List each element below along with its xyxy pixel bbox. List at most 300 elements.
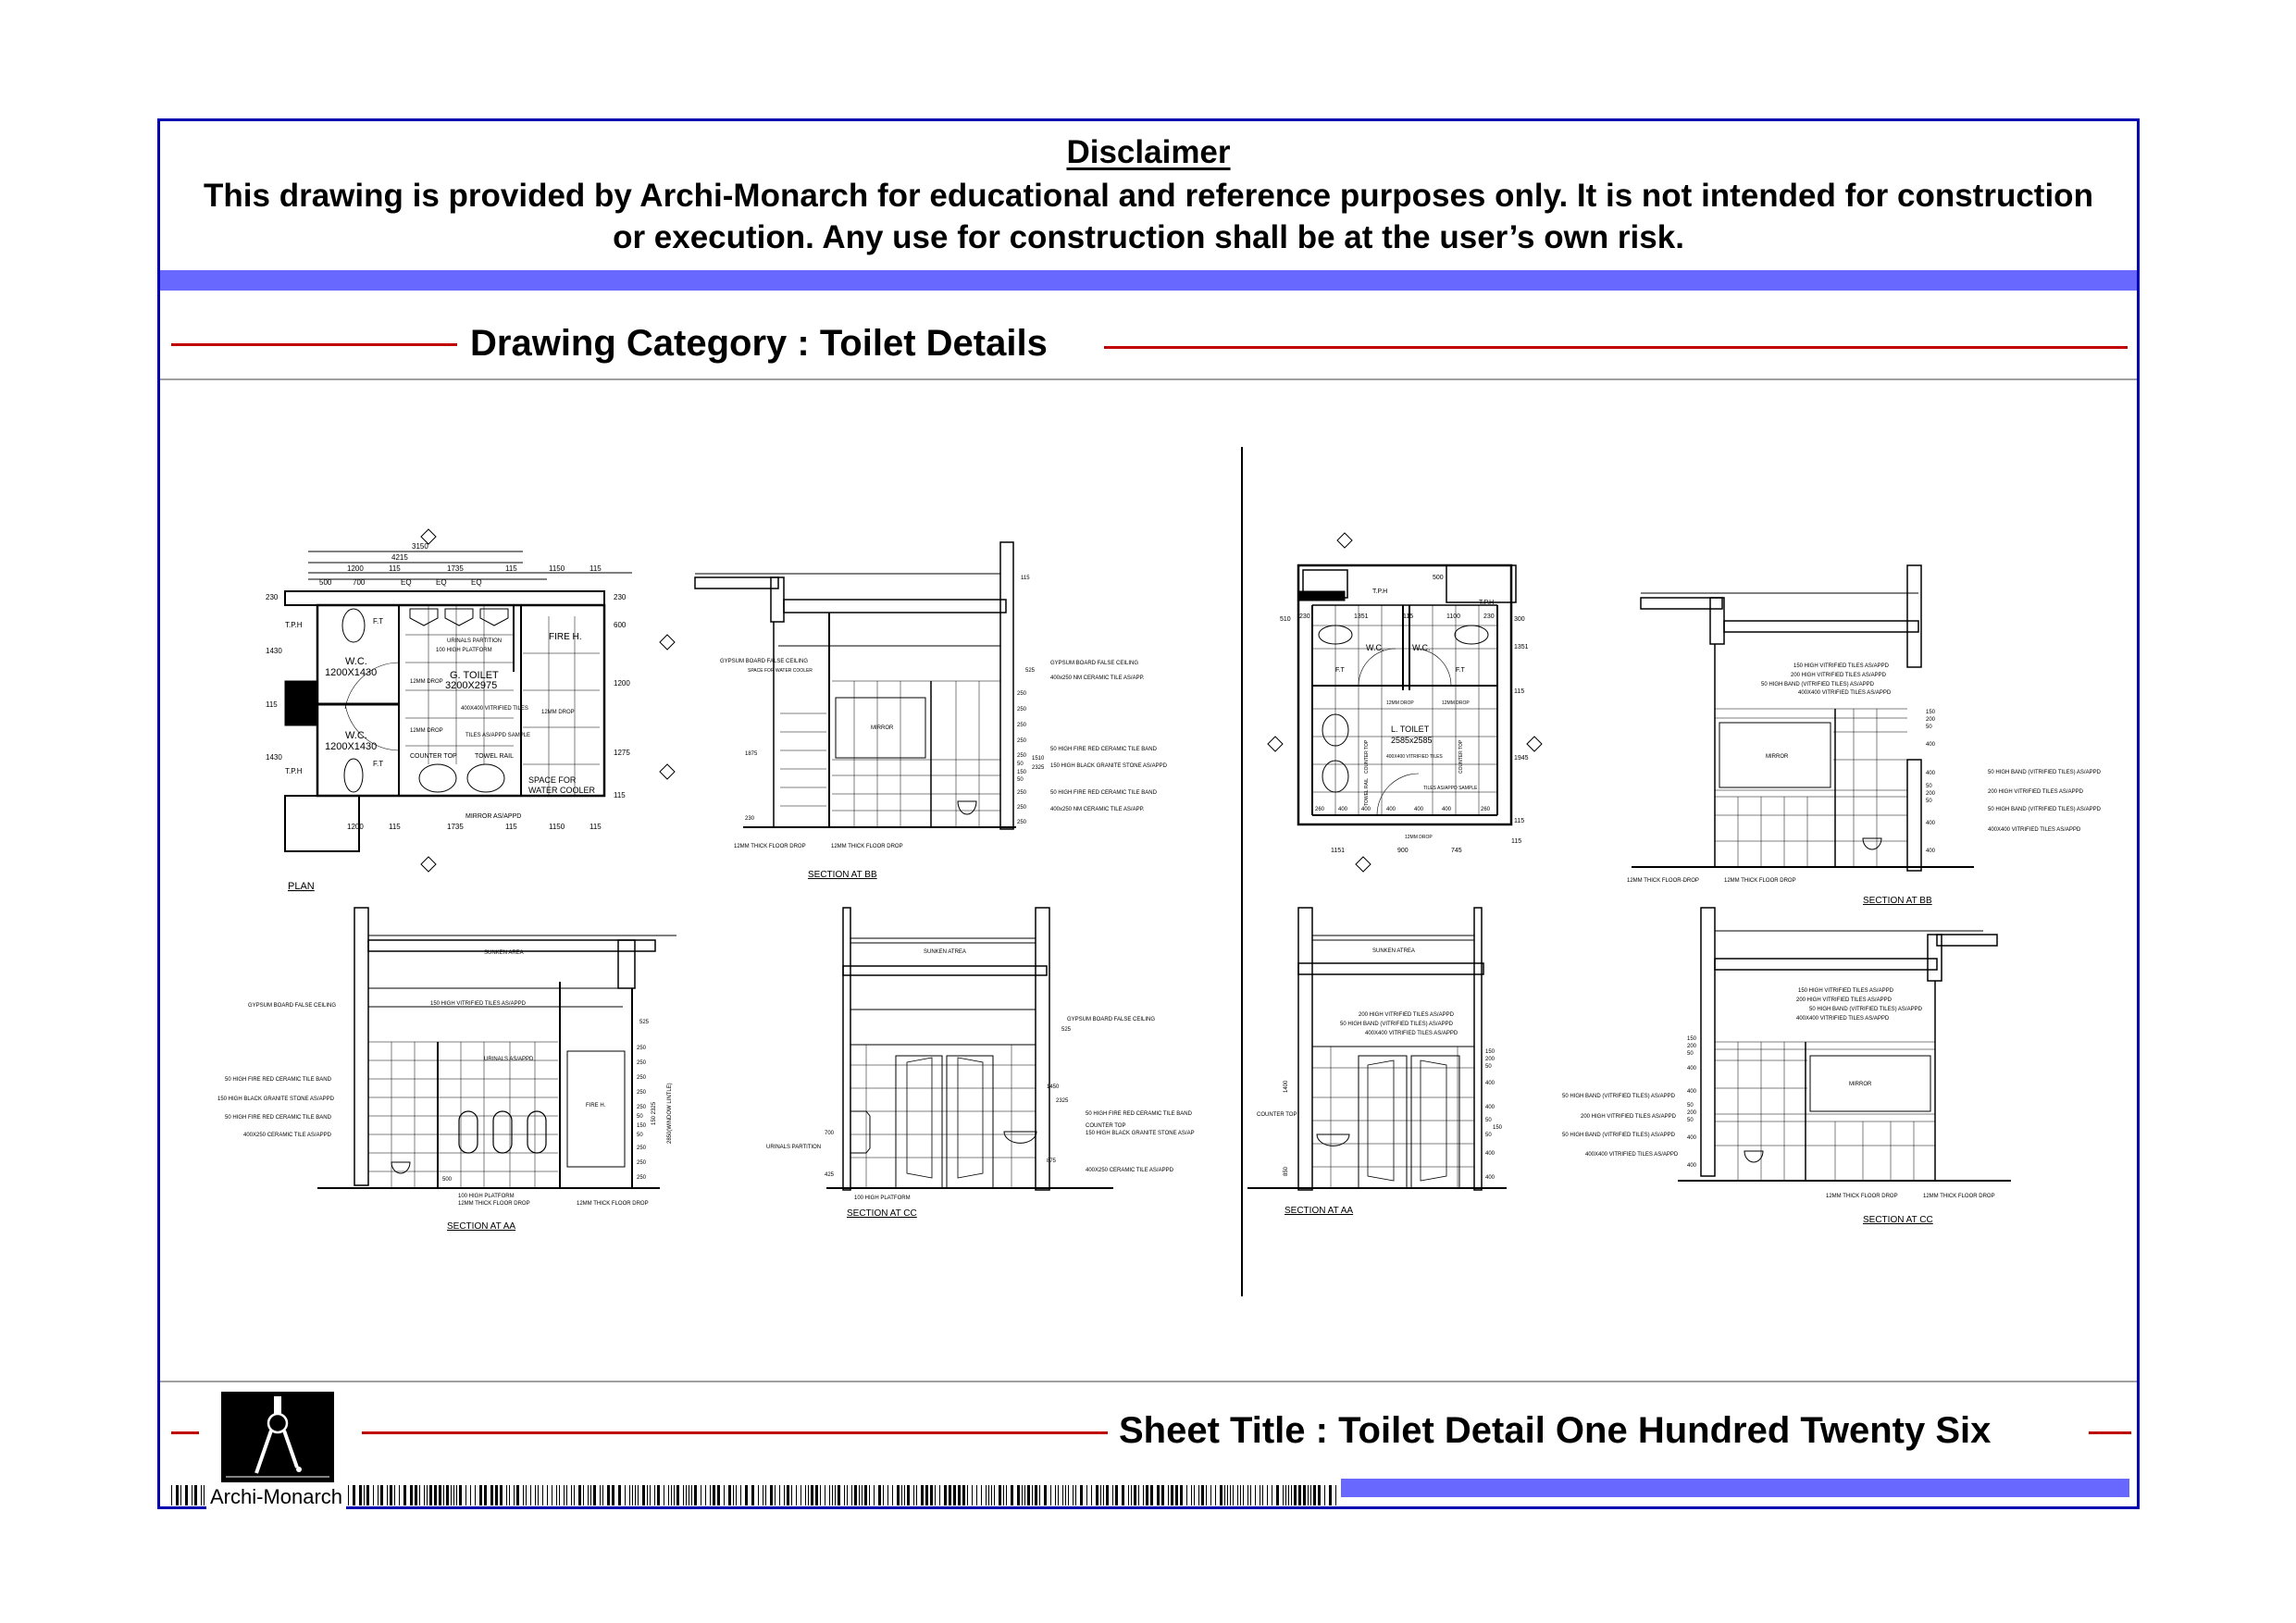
barcode-bar (904, 1485, 905, 1505)
dim-text: 230 (614, 593, 627, 601)
barcode-bar (556, 1485, 557, 1505)
barcode-bar (490, 1485, 493, 1505)
barcode-bar (851, 1485, 852, 1505)
section-label: 150 HIGH VITRIFIED TILES AS/APPD (430, 1001, 526, 1007)
barcode-bar (1243, 1485, 1244, 1505)
dim-text: 400 (1361, 807, 1371, 812)
footer-band (1341, 1479, 2129, 1497)
barcode-bar (1237, 1485, 1238, 1505)
section-label: 200 HIGH VITRIFIED TILES AS/APPD (1796, 997, 1892, 1003)
dim-text: 1200 (347, 823, 364, 831)
plan-label: F.T (1456, 667, 1465, 674)
barcode-bar (1276, 1485, 1279, 1505)
barcode-bar (1032, 1485, 1033, 1505)
barcode-bar (1198, 1485, 1199, 1505)
barcode-bar (854, 1485, 857, 1505)
dim-text: 150 (1926, 710, 1936, 715)
barcode-bar (484, 1485, 487, 1505)
barcode-bar (713, 1485, 715, 1505)
plan-label: W.C. (345, 730, 367, 741)
plan-label: COUNTER TOP (1364, 739, 1370, 774)
barcode-bar (434, 1485, 437, 1505)
dim-text: 250 (1017, 738, 1027, 744)
barcode-bar (1329, 1485, 1332, 1505)
barcode-bar (733, 1485, 734, 1505)
barcode-bar (1294, 1485, 1297, 1505)
barcode-bar (578, 1485, 581, 1505)
barcode-bar (796, 1485, 797, 1505)
barcode-bar (758, 1485, 759, 1505)
barcode-bar (869, 1485, 870, 1505)
dim-text: 250 (1017, 723, 1027, 728)
barcode-bar (509, 1485, 510, 1505)
barcode-bar (427, 1485, 428, 1505)
barcode-bar (1201, 1485, 1204, 1505)
barcode-bar (1186, 1485, 1187, 1505)
dim-text: 1735 (447, 823, 464, 831)
section-label: GYPSUM BOARD FALSE CEILING (1050, 661, 1139, 666)
barcode-bar (1210, 1485, 1211, 1505)
barcode-bar (538, 1485, 539, 1505)
barcode-bar (1175, 1485, 1178, 1505)
drawing-caption: SECTION AT BB (808, 870, 877, 880)
section-cc-right-drawing (1548, 903, 2122, 1245)
dim-text: 850 (1284, 1166, 1289, 1176)
barcode-bar (751, 1485, 754, 1505)
plan-label: 2585x2585 (1391, 736, 1433, 745)
dim-text: 1100 (1446, 613, 1461, 620)
barcode-bar (1128, 1485, 1129, 1505)
barcode-bar (691, 1485, 692, 1505)
barcode-bar (1027, 1485, 1030, 1505)
plan-label: W.C. (345, 656, 367, 667)
barcode-bar (1068, 1485, 1069, 1505)
barcode-bar (710, 1485, 711, 1505)
barcode-bar (1112, 1485, 1113, 1505)
plan-label: W.C. (1412, 643, 1431, 652)
barcode-bar (994, 1485, 995, 1505)
barcode-bar (1255, 1485, 1256, 1505)
dim-text: 250 (1017, 691, 1027, 697)
dim-text: 115 (1511, 838, 1522, 845)
section-label: 50 HIGH FIRE RED CERAMIC TILE BAND (1050, 790, 1157, 796)
barcode-bar (547, 1485, 548, 1505)
barcode-bar (530, 1485, 531, 1505)
disclaimer-title (160, 134, 2137, 171)
barcode-bar (683, 1485, 684, 1505)
dim-text: 1150 (549, 564, 565, 573)
drawing-caption: SECTION AT BB (1863, 896, 1932, 906)
plan-label: MIRROR AS/APPD (465, 813, 522, 820)
barcode-bar (668, 1485, 669, 1505)
dim-text: 4215 (391, 553, 408, 562)
barcode-bar (1283, 1485, 1284, 1505)
barcode-bar (988, 1485, 989, 1505)
barcode-bar (399, 1485, 400, 1505)
barcode-bar (981, 1485, 982, 1505)
header-divider (160, 378, 2137, 380)
barcode-bar (1055, 1485, 1056, 1505)
section-label: 50 HIGH BAND (VITRIFIED TILES) AS/APPD (1988, 807, 2101, 812)
barcode-bar (451, 1485, 452, 1505)
dim-text: EQ (436, 578, 447, 587)
dim-text: 400 (1485, 1105, 1496, 1110)
dim-text: 1735 (447, 564, 464, 573)
barcode-bar (967, 1485, 968, 1505)
dim-text: 400 (1485, 1081, 1496, 1086)
barcode-bar (694, 1485, 697, 1505)
dim-text: 500 (1433, 575, 1444, 581)
barcode-bar (838, 1485, 840, 1505)
barcode-bar (1075, 1485, 1076, 1505)
dim-text: 400 (1926, 771, 1936, 776)
dim-text: 115 (1021, 576, 1030, 581)
dim-text: 50 (1017, 777, 1024, 783)
barcode-bar (459, 1485, 462, 1505)
dim-text: 1275 (614, 749, 630, 757)
section-label: MIRROR (1766, 754, 1789, 760)
barcode-bar (180, 1485, 181, 1505)
section-label: 400X400 VITRIFIED TILES AS/APPD (1988, 827, 2081, 833)
dim-text: 400 (1926, 742, 1936, 748)
dim-text: 500 (442, 1177, 453, 1183)
dim-text: 50 (1926, 784, 1932, 789)
plan-label: WATER COOLER (528, 786, 596, 795)
barcode-bar (986, 1485, 987, 1505)
barcode-bar (1050, 1485, 1051, 1505)
barcode-bar (410, 1485, 413, 1505)
barcode-bar (380, 1485, 383, 1505)
barcode-bar (859, 1485, 860, 1505)
dim-text: 400 (1687, 1066, 1697, 1072)
barcode-bar (724, 1485, 725, 1505)
barcode-bar (566, 1485, 567, 1505)
section-label: 400X400 VITRIFIED TILES AS/APPD (1365, 1031, 1458, 1036)
plan-label: TILES AS/APPD SAMPLE (1423, 786, 1478, 791)
dim-text: 510 (1280, 616, 1291, 623)
barcode-bar (916, 1485, 917, 1505)
dim-text: 425 (825, 1172, 835, 1178)
barcode-bar (453, 1485, 454, 1505)
plan-label: COUNTER TOP (1458, 739, 1464, 774)
section-aa-left-drawing (216, 903, 678, 1255)
dim-text: 200 (1687, 1044, 1697, 1049)
dim-text: 600 (614, 621, 627, 629)
barcode-bar (930, 1485, 933, 1505)
barcode-bar (1324, 1485, 1325, 1505)
dim-text: 115 (590, 564, 602, 573)
barcode-bar (1106, 1485, 1109, 1505)
section-label: FIRE H. (586, 1103, 606, 1109)
barcode-bar (791, 1485, 792, 1505)
dim-text: 150 (1017, 770, 1027, 775)
plan-label: 3200X2975 (445, 680, 498, 691)
barcode-bar (612, 1485, 614, 1505)
dim-text: 115 (505, 564, 517, 573)
barcode-bar (913, 1485, 914, 1505)
barcode-bar (736, 1485, 737, 1505)
barcode-bar (500, 1485, 503, 1505)
dim-text: 115 (1514, 688, 1525, 695)
drawing-category: Drawing Category : Toilet Details (470, 323, 1048, 364)
dim-text: 250 (1017, 805, 1027, 811)
barcode-bar (1131, 1485, 1132, 1505)
section-label: MIRROR (871, 725, 894, 731)
barcode-bar (1310, 1485, 1311, 1505)
barcode-bar (728, 1485, 731, 1505)
barcode-bar (1039, 1485, 1040, 1505)
dim-text: 250 (1017, 707, 1027, 712)
dim-text: 260 (1481, 807, 1491, 812)
dim-text: 50 (637, 1133, 643, 1138)
barcode-bar (1024, 1485, 1025, 1505)
barcode-bar (676, 1485, 679, 1505)
barcode-bar (1171, 1485, 1173, 1505)
barcode-bar (1065, 1485, 1066, 1505)
barcode-bar (892, 1485, 893, 1505)
barcode-bar (470, 1485, 471, 1505)
dim-text: 1430 (266, 753, 282, 762)
barcode-bar (1115, 1485, 1118, 1505)
barcode-bar (629, 1485, 630, 1505)
section-label: SPACE FOR WATER COOLER (748, 668, 813, 674)
barcode-bar (901, 1485, 902, 1505)
dim-text: 1351 (1354, 613, 1369, 620)
section-label: 12MM THICK FLOOR DROP (1724, 878, 1796, 884)
barcode-bar (835, 1485, 836, 1505)
dim-text: 230 (1299, 613, 1310, 620)
barcode-bar (1006, 1485, 1007, 1505)
section-label: 400x250 NM CERAMIC TILE AS/APP. (1050, 807, 1145, 812)
barcode-bar (514, 1485, 515, 1505)
barcode-bar (506, 1485, 507, 1505)
barcode-bar (784, 1485, 785, 1505)
plan-label: TOWEL RAIL (475, 753, 515, 760)
dim-text: 400 (1687, 1135, 1697, 1141)
dim-text: 50 (1687, 1118, 1694, 1123)
dim-text: 150 (1493, 1125, 1503, 1131)
barcode-bar (535, 1485, 536, 1505)
barcode-bar (775, 1485, 776, 1505)
barcode-bar (921, 1485, 924, 1505)
barcode-bar (387, 1485, 388, 1505)
dim-text: 1200 (614, 679, 630, 688)
dim-text: 230 (745, 816, 755, 822)
dim-text: 2325 (1056, 1098, 1069, 1104)
dim-text: 250 (637, 1060, 647, 1066)
dim-text: 1450 (1047, 1084, 1060, 1090)
barcode-bar (419, 1485, 420, 1505)
barcode-bar (832, 1485, 833, 1505)
barcode-bar (516, 1485, 519, 1505)
barcode-bar (671, 1485, 672, 1505)
barcode-bar (1091, 1485, 1092, 1505)
barcode-bar (185, 1485, 188, 1505)
barcode-bar (1206, 1485, 1207, 1505)
section-label: GYPSUM BOARD FALSE CEILING (1067, 1017, 1156, 1022)
dim-text: 200 (1687, 1110, 1697, 1116)
barcode-bar (949, 1485, 951, 1505)
dim-text: 900 (1397, 848, 1409, 854)
section-label: URINALS PARTITION (766, 1145, 822, 1150)
section-label: GYPSUM BOARD FALSE CEILING (248, 1003, 337, 1009)
plan-label: T.P.H (1372, 588, 1388, 595)
dim-text: 250 (1017, 753, 1027, 759)
section-label: 400x250 NM CERAMIC TILE AS/APP. (1050, 675, 1145, 681)
drawing-sheet-frame (157, 118, 2140, 1509)
plan-label: SPACE FOR (528, 775, 577, 785)
section-label: SUNKEN ATREA (1372, 948, 1415, 954)
plan-left-drawing (266, 524, 706, 903)
dim-text: 500 (319, 578, 332, 587)
plan-label: G. TOILET (450, 670, 499, 681)
plan-label: F.T (373, 760, 384, 768)
barcode-bar (1291, 1485, 1292, 1505)
barcode-bar (829, 1485, 830, 1505)
barcode-bar (1230, 1485, 1231, 1505)
section-label: 12MM THICK FLOOR DROP (831, 844, 903, 849)
barcode-bar (1022, 1485, 1023, 1505)
barcode-bar (844, 1485, 845, 1505)
barcode-bar (647, 1485, 648, 1505)
barcode-bar (686, 1485, 687, 1505)
section-aa-right-drawing (1243, 903, 1539, 1218)
barcode-bar (1044, 1485, 1047, 1505)
dim-text: 50 (637, 1114, 643, 1120)
section-label: 50 HIGH BAND (VITRIFIED TILES) AS/APPD (1761, 682, 1874, 688)
barcode-bar (1122, 1485, 1124, 1505)
section-label: SUNKEN AREA (484, 950, 524, 956)
barcode-bar (390, 1485, 392, 1505)
barcode-bar (583, 1485, 584, 1505)
barcode-bar (944, 1485, 947, 1505)
section-label: 50 HIGH BAND (VITRIFIED TILES) AS/APPD (1562, 1133, 1675, 1138)
section-label: 150 HIGH BLACK GRANITE STONE AS/APPD (1050, 763, 1167, 769)
section-label: 100 HIGH PLATFORM (458, 1194, 515, 1199)
barcode-bar (705, 1485, 706, 1505)
drawing-caption: SECTION AT CC (847, 1208, 917, 1219)
plan-label: 12MM DROP (410, 728, 443, 734)
barcode-bar (1180, 1485, 1183, 1505)
barcode-bar (847, 1485, 848, 1505)
section-label: 200 HIGH VITRIFIED TILES AS/APPD (1791, 673, 1886, 678)
plan-label: 400X400 VITRIFIED TILES (461, 706, 528, 712)
barcode-bar (654, 1485, 655, 1505)
dim-text: 300 (1514, 616, 1525, 623)
dim-text: 200 (1485, 1057, 1496, 1062)
barcode-bar (479, 1485, 482, 1505)
section-label: 200 HIGH VITRIFIED TILES AS/APPD (1581, 1114, 1676, 1120)
barcode-bar (1220, 1485, 1222, 1505)
barcode-bar (1288, 1485, 1289, 1505)
barcode-bar (1134, 1485, 1136, 1505)
barcode-bar (1096, 1485, 1098, 1505)
dim-text: 250 (637, 1146, 647, 1151)
dim-text: 50 (1687, 1103, 1694, 1109)
dim-text: 525 (1061, 1027, 1072, 1033)
barcode-strip (171, 1485, 1339, 1505)
section-label: 12MM THICK FLOOR DROP (1923, 1194, 1995, 1199)
section-label: COUNTER TOP (1257, 1112, 1297, 1118)
section-marker-icon (421, 529, 675, 872)
dim-text: 150 (637, 1123, 647, 1129)
dim-text: 50 (1926, 799, 1932, 804)
dim-text: 2325 (1032, 765, 1045, 771)
barcode-bar (607, 1485, 610, 1505)
plan-label: TOWEL RAIL (1364, 777, 1370, 806)
plan-label: W.C. (1366, 643, 1384, 652)
footer-divider (160, 1381, 2137, 1382)
barcode-bar (815, 1485, 818, 1505)
dim-text: 1510 (1032, 756, 1045, 762)
barcode-bar (958, 1485, 961, 1505)
dim-text: 250 (637, 1090, 647, 1096)
barcode-bar (171, 1485, 172, 1505)
dim-text: 1200 (347, 564, 364, 573)
dim-text: 1945 (1514, 755, 1529, 762)
barcode-bar (415, 1485, 417, 1505)
barcode-bar (674, 1485, 675, 1505)
barcode-bar (475, 1485, 476, 1505)
drawing-caption: SECTION AT AA (447, 1221, 516, 1232)
barcode-bar (364, 1485, 365, 1505)
plan-label: COUNTER TOP (410, 753, 457, 760)
barcode-bar (176, 1485, 179, 1505)
barcode-bar (1157, 1485, 1160, 1505)
barcode-bar (523, 1485, 524, 1505)
section-label: 50 HIGH FIRE RED CERAMIC TILE BAND (1050, 747, 1157, 752)
dim-text: 250 (1017, 790, 1027, 796)
barcode-bar (779, 1485, 780, 1505)
dim-text: 1430 (266, 647, 282, 655)
section-label: MIRROR (1849, 1082, 1872, 1087)
dim-text: 230 (1483, 613, 1495, 620)
dim-text: 1151 (1331, 848, 1346, 854)
barcode-bar (618, 1485, 621, 1505)
dim-text: 115 (590, 823, 602, 831)
dim-text: 400 (1687, 1089, 1697, 1095)
dim-text: 700 (353, 578, 366, 587)
dim-text: 3150 (412, 542, 428, 551)
barcode-bar (874, 1485, 875, 1505)
plan-label: 12MM DROP (1442, 700, 1470, 706)
plan-label: 12MM DROP (1386, 700, 1414, 706)
section-label: 12MM THICK FLOOR DROP (458, 1201, 530, 1207)
barcode-bar (878, 1485, 881, 1505)
dim-text: 200 (1926, 717, 1936, 723)
section-label: 400X400 VITRIFIED TILES AS/APPD (1798, 690, 1892, 696)
plan-label: 1200X1430 (325, 667, 378, 678)
barcode-bar (526, 1485, 527, 1505)
sheet-title: Sheet Title : Toilet Detail One Hundred Twenty Six (1119, 1410, 1992, 1451)
barcode-bar (600, 1485, 601, 1505)
section-label: 50 HIGH FIRE RED CERAMIC TILE BAND (225, 1115, 331, 1121)
plan-label: T.P.H (1479, 600, 1495, 606)
barcode-bar (559, 1485, 560, 1505)
dim-text: 115 (1514, 818, 1525, 824)
dim-text: 115 (614, 791, 626, 799)
dim-text: 50 (1926, 725, 1932, 730)
dim-text: 150 (1687, 1036, 1697, 1042)
plan-label: FIRE H. (549, 632, 582, 642)
barcode-bar (765, 1485, 766, 1505)
dim-text: 1150 (549, 823, 565, 831)
dim-text: 50 (1017, 762, 1024, 767)
barcode-bar (1011, 1485, 1013, 1505)
category-rule-right (1104, 346, 2128, 349)
dim-text: 50 (1485, 1118, 1492, 1123)
dim-text: 1351 (1514, 644, 1529, 650)
